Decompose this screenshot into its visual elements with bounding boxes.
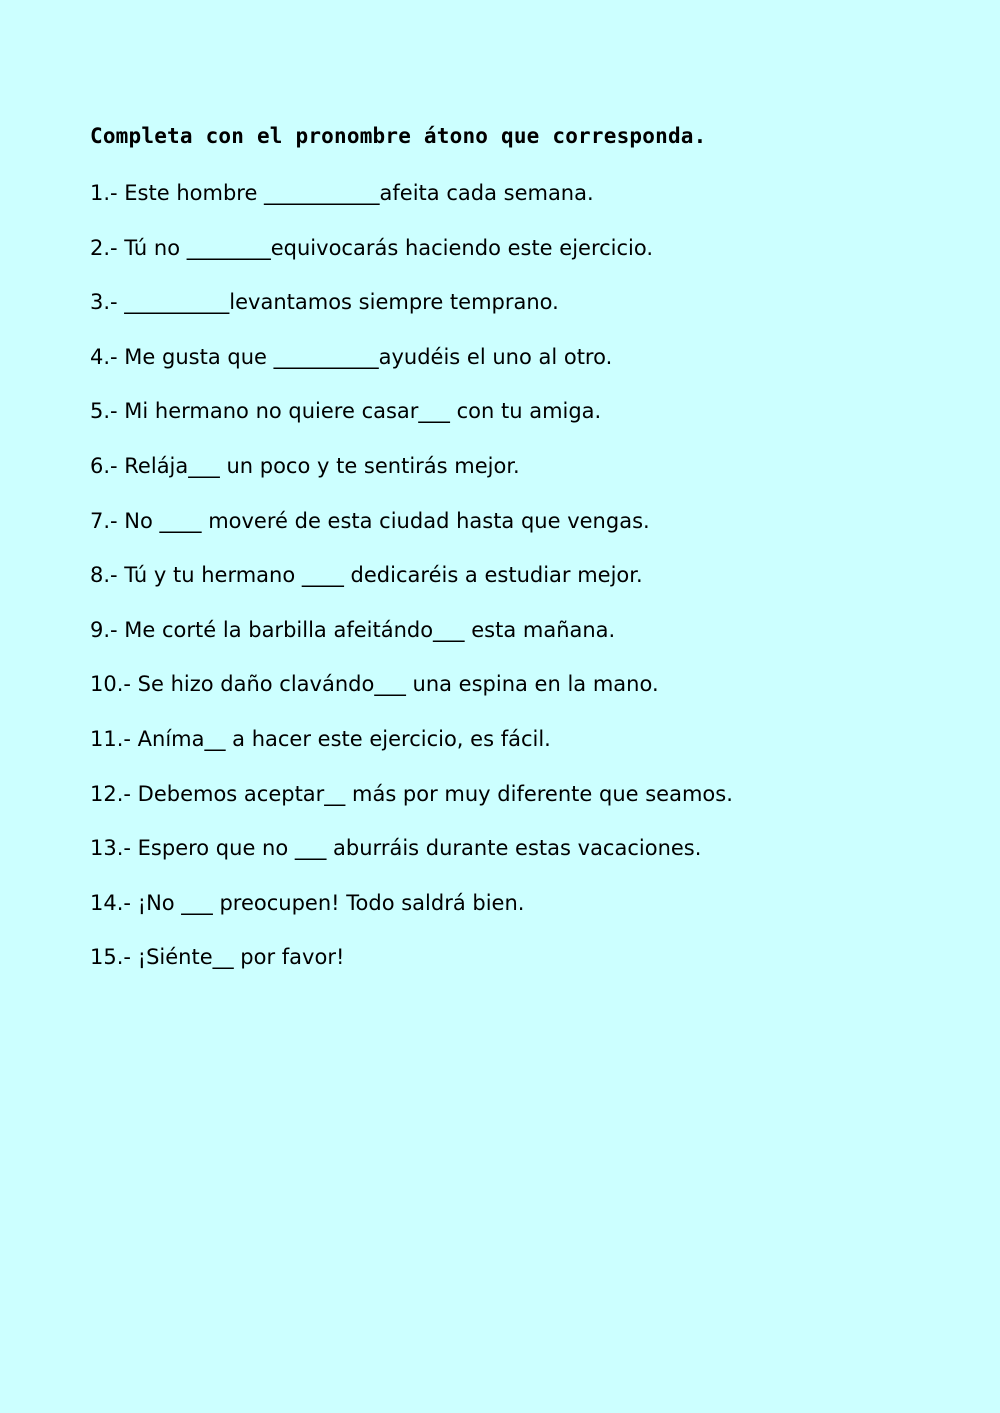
exercise-list [90, 178, 733, 997]
exercise-item-6: 6.- Relája___ un poco y te sentirás mejor. [90, 453, 520, 478]
worksheet-title: Completa con el pronombre átono que corresponda. [90, 124, 707, 148]
exercise-item-4: 4.- Me gusta que __________ayudéis el uno al otro. [90, 344, 613, 369]
exercise-item-1: 1.- Este hombre ___________afeita cada semana. [90, 181, 594, 205]
exercise-item-13: 13.- Espero que no ___ aburráis durante estas vacaciones. [90, 836, 702, 861]
exercise-item-3: 3.- __________levantamos siempre temprano. [90, 290, 559, 315]
exercise-item-10: 10.- Se hizo daño clavándo___ una espina en la mano. [90, 672, 659, 697]
exercise-item-9: 9.- Me corté la barbilla afeitándo___ esta mañana. [90, 617, 616, 642]
exercise-item-5: 5.- Mi hermano no quiere casar___ con tu amiga. [90, 399, 602, 424]
exercise-item-12: 12.- Debemos aceptar__ más por muy diferente que seamos. [90, 781, 733, 806]
exercise-item-7: 7.- No ____ moveré de esta ciudad hasta que vengas. [90, 508, 650, 533]
exercise-item-8: 8.- Tú y tu hermano ____ dedicaréis a estudiar mejor. [90, 563, 643, 588]
exercise-item-14: 14.- ¡No ___ preocupen! Todo saldrá bien. [90, 890, 525, 915]
exercise-item-11: 11.- Aníma__ a hacer este ejercicio, es fácil. [90, 726, 551, 751]
exercise-item-15: 15.- ¡Siénte__ por favor! [90, 945, 345, 970]
exercise-item-2: 2.- Tú no ________equivocarás haciendo este ejercicio. [90, 235, 654, 260]
